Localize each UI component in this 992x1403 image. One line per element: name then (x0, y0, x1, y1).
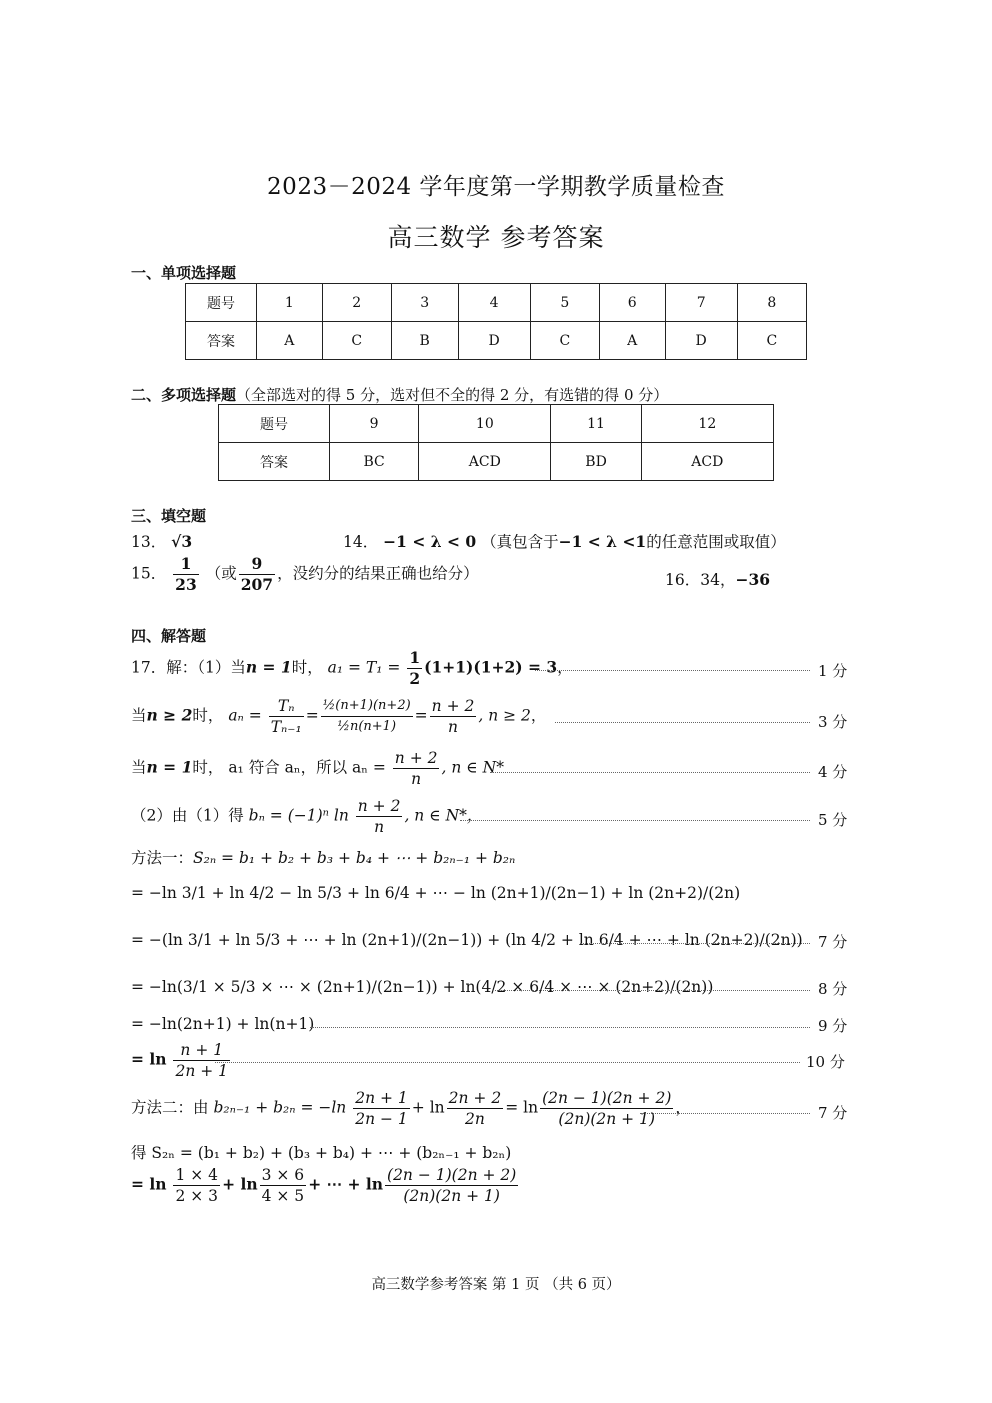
fraction (430, 696, 477, 737)
numerator: 3 × 6 (261, 1166, 305, 1184)
q16-label: 16．34， (665, 571, 736, 589)
denominator: 2 × 3 (175, 1187, 219, 1205)
q14-value: −1 < λ < 0 (383, 532, 477, 551)
numerator: 1 (409, 648, 421, 667)
text: （2）由（1）得 (131, 806, 244, 825)
denominator: 207 (240, 575, 274, 594)
method1-line-5: = −ln(2n+1) + ln(n+1) (131, 1015, 315, 1033)
table-cell: 2 (322, 284, 391, 322)
numerator: ½(n+1)(n+2) (321, 696, 413, 717)
math: + ln (222, 1174, 258, 1194)
text: 方法二：由 (131, 1098, 209, 1117)
fraction (407, 648, 422, 689)
fraction (393, 748, 440, 789)
table-cell: ACD (641, 443, 773, 481)
method1-line-3: = −(ln 3/1 + ln 5/3 + ⋯ + ln (2n+1)/(2n−1)) + (ln 4/2 + ln 6/4 + ⋯ + ln (2n+2)/(2n)) (131, 931, 803, 949)
numerator: 2n + 1 (355, 1089, 408, 1107)
text: 17．解：（1）当 (131, 658, 246, 677)
denominator: ½n(n+1) (337, 719, 397, 734)
denominator: n (411, 770, 422, 788)
fraction (260, 1165, 307, 1206)
score: 7 分 (818, 1104, 848, 1122)
table-cell: BC (330, 443, 419, 481)
dot-leader (640, 1113, 810, 1114)
dot-leader (490, 772, 810, 773)
numerator: n + 2 (357, 797, 401, 815)
fraction (239, 554, 275, 595)
numerator: 1 (173, 554, 199, 575)
text: 当 (131, 758, 147, 777)
fraction (269, 696, 304, 737)
denominator: (2n)(2n + 1) (403, 1187, 500, 1205)
section2-heading (131, 384, 668, 405)
math: + ⋯ + ln (308, 1174, 384, 1194)
dot-leader (495, 990, 810, 991)
table-row (186, 322, 807, 360)
row-label: 题号 (219, 405, 330, 443)
text: ， (675, 1098, 691, 1117)
math: b₂ₙ₋₁ + b₂ₙ = −ln (213, 1098, 347, 1117)
math: a₁ = T₁ = (327, 658, 401, 677)
math: n = 1 (146, 757, 193, 777)
denominator: 2n + 1 (175, 1062, 229, 1080)
numerator: (2n − 1)(2n + 2) (387, 1166, 517, 1184)
table-cell: 11 (551, 405, 641, 443)
q13-answer (131, 530, 192, 552)
section4-heading: 四、解答题 (131, 627, 207, 645)
table-cell: BD (551, 443, 641, 481)
table-cell: 5 (530, 284, 599, 322)
text: 时， (192, 706, 224, 725)
table-cell: 3 (391, 284, 458, 322)
method1-line-2: = −ln 3/1 + ln 4/2 − ln 5/3 + ln 6/4 + ⋯ − ln (2n+1)/(2n−1) + ln (2n+2)/(2n) (131, 884, 741, 902)
score: 4 分 (818, 763, 848, 781)
method2-line-1 (131, 1088, 691, 1129)
table-cell: 1 (257, 284, 323, 322)
dot-leader (460, 820, 810, 821)
table-cell: 9 (330, 405, 419, 443)
dot-leader (535, 670, 810, 671)
numerator: n + 1 (173, 1040, 230, 1061)
table-cell: D (665, 322, 737, 360)
denominator: 2 (409, 669, 421, 688)
denominator: 2n − 1 (355, 1110, 408, 1128)
table-cell: D (458, 322, 530, 360)
table-cell: C (322, 322, 391, 360)
score: 1 分 (818, 662, 848, 680)
page-footer: 高三数学参考答案 第 1 页 （共 6 页） (371, 1277, 621, 1293)
math: n = 1 (245, 657, 292, 677)
text: 方法一： (131, 849, 194, 867)
single-choice-table (185, 283, 807, 360)
math: , n ∈ N*， (404, 806, 483, 825)
text: ， (557, 658, 573, 677)
text: ， (530, 706, 547, 725)
method2-line-3 (131, 1165, 520, 1206)
table-cell: 6 (599, 284, 665, 322)
table-cell: ACD (419, 443, 551, 481)
score: 8 分 (818, 980, 848, 998)
table-cell: C (530, 322, 599, 360)
math: bₙ = (−1)ⁿ ln (248, 806, 349, 825)
q16-answer (665, 568, 770, 590)
q14-label: 14． (343, 533, 379, 551)
denominator: 23 (175, 575, 197, 594)
q15-answer (131, 554, 479, 595)
method1-line-1 (131, 846, 515, 868)
table-cell: 4 (458, 284, 530, 322)
q14-note-a: （真包含于 (481, 533, 559, 551)
text: 时， (192, 758, 224, 777)
text: 当 (131, 706, 147, 725)
score: 3 分 (818, 713, 848, 731)
table-cell: A (257, 322, 323, 360)
score: 10 分 (806, 1053, 845, 1071)
fraction (447, 1088, 504, 1129)
table-row (219, 443, 774, 481)
denominator: Tₙ₋₁ (270, 718, 302, 736)
denominator: (2n)(2n + 1) (558, 1110, 656, 1128)
score: 7 分 (818, 933, 848, 951)
dot-leader (215, 1062, 800, 1063)
table-cell: C (737, 322, 806, 360)
denominator: 4 × 5 (261, 1187, 305, 1205)
solution-line-1 (131, 648, 573, 689)
math: , n ≥ 2 (478, 706, 531, 725)
score: 9 分 (818, 1017, 848, 1035)
math: (1+1)(1+2) = 3 (424, 657, 558, 677)
dot-leader (310, 1027, 810, 1028)
method2-line-2: 得 S₂ₙ = (b₁ + b₂) + (b₃ + b₄) + ⋯ + (b₂ₙ₋₁ + b₂ₙ) (131, 1144, 512, 1162)
math: , n ∈ N* (441, 758, 504, 777)
denominator: 2n (465, 1110, 485, 1128)
table-cell: 8 (737, 284, 806, 322)
numerator: n + 2 (431, 697, 475, 715)
q15-note: ，没约分的结果正确也给分） (277, 564, 479, 583)
numerator: Tₙ (269, 696, 304, 717)
row-label: 答案 (219, 443, 330, 481)
solution-line-3 (131, 748, 504, 789)
q14-note-b: 的任意范围或取值） (646, 533, 786, 551)
solution-line-2: 当n ≥ 2时， aₙ = $\frac{\text{Tₙ}}{\text{Tₙ₋₁}}$ = $\frac{\text{½(n+1)(n+2)}}{\text{½n(n+1)}}$ = $\frac{n + 2}{n}$ , n ≥ 2， (131, 697, 547, 736)
dot-leader (580, 943, 810, 944)
row-label: 题号 (186, 284, 257, 322)
math: + ln (411, 1098, 445, 1117)
math: S₂ₙ = b₁ + b₂ + b₃ + b₄ + ⋯ + b₂ₙ₋₁ + b₂ₙ (193, 849, 516, 867)
solution-line-4 (131, 796, 482, 837)
numerator: n + 2 (394, 749, 438, 767)
numerator: 1 × 4 (175, 1166, 219, 1184)
dot-leader (555, 722, 810, 723)
math: n ≥ 2 (146, 705, 193, 725)
q15-alt-prefix: （或 (205, 564, 237, 583)
table-row (186, 284, 807, 322)
numerator: 2n + 2 (448, 1089, 502, 1107)
table-cell: 12 (641, 405, 773, 443)
q13-value: √3 (171, 532, 193, 551)
fraction (173, 1165, 220, 1206)
math: = ln (505, 1098, 539, 1117)
text: 时， (291, 658, 323, 677)
fraction (173, 1040, 230, 1081)
numerator: (2n − 1)(2n + 2) (542, 1089, 672, 1107)
row-label: 答案 (186, 322, 257, 360)
math: = ln (131, 1049, 167, 1069)
denominator: n (448, 718, 458, 736)
table-cell: A (599, 322, 665, 360)
fraction (385, 1165, 518, 1206)
denominator: n (374, 818, 385, 836)
table-cell: B (391, 322, 458, 360)
q16-value: −36 (735, 570, 771, 589)
table-cell: 10 (419, 405, 551, 443)
table-row (219, 405, 774, 443)
fraction (353, 1088, 410, 1129)
section1-heading: 一、单项选择题 (131, 264, 237, 282)
fraction (321, 696, 413, 737)
score: 5 分 (818, 811, 848, 829)
fraction (173, 554, 199, 595)
fraction (356, 796, 403, 837)
text: a₁ 符合 aₙ，所以 aₙ = (228, 758, 386, 777)
fraction (540, 1088, 673, 1129)
section3-heading: 三、填空题 (131, 507, 207, 525)
method1-line-6 (131, 1040, 232, 1081)
math: aₙ = (228, 706, 262, 725)
multi-choice-table (218, 404, 774, 481)
q15-label: 15． (131, 564, 167, 583)
q13-label: 13． (131, 533, 167, 551)
q14-note-range: −1 < λ <1 (558, 532, 647, 551)
section2-title: 二、多项选择题 (131, 386, 237, 404)
page-subtitle: 高三数学 参考答案 (387, 223, 605, 252)
q14-answer (343, 530, 786, 552)
section2-note: （全部选对的得 5 分，选对但不全的得 2 分，有选错的得 0 分） (236, 386, 669, 404)
math: = ln (131, 1174, 167, 1194)
method1-line-4: = −ln(3/1 × 5/3 × ⋯ × (2n+1)/(2n−1)) + ln(4/2 × 6/4 × ⋯ × (2n+2)/(2n)) (131, 978, 714, 996)
table-cell: 7 (665, 284, 737, 322)
numerator: 9 (239, 554, 275, 575)
page-title: 2023－2024 学年度第一学期教学质量检查 (267, 174, 725, 200)
